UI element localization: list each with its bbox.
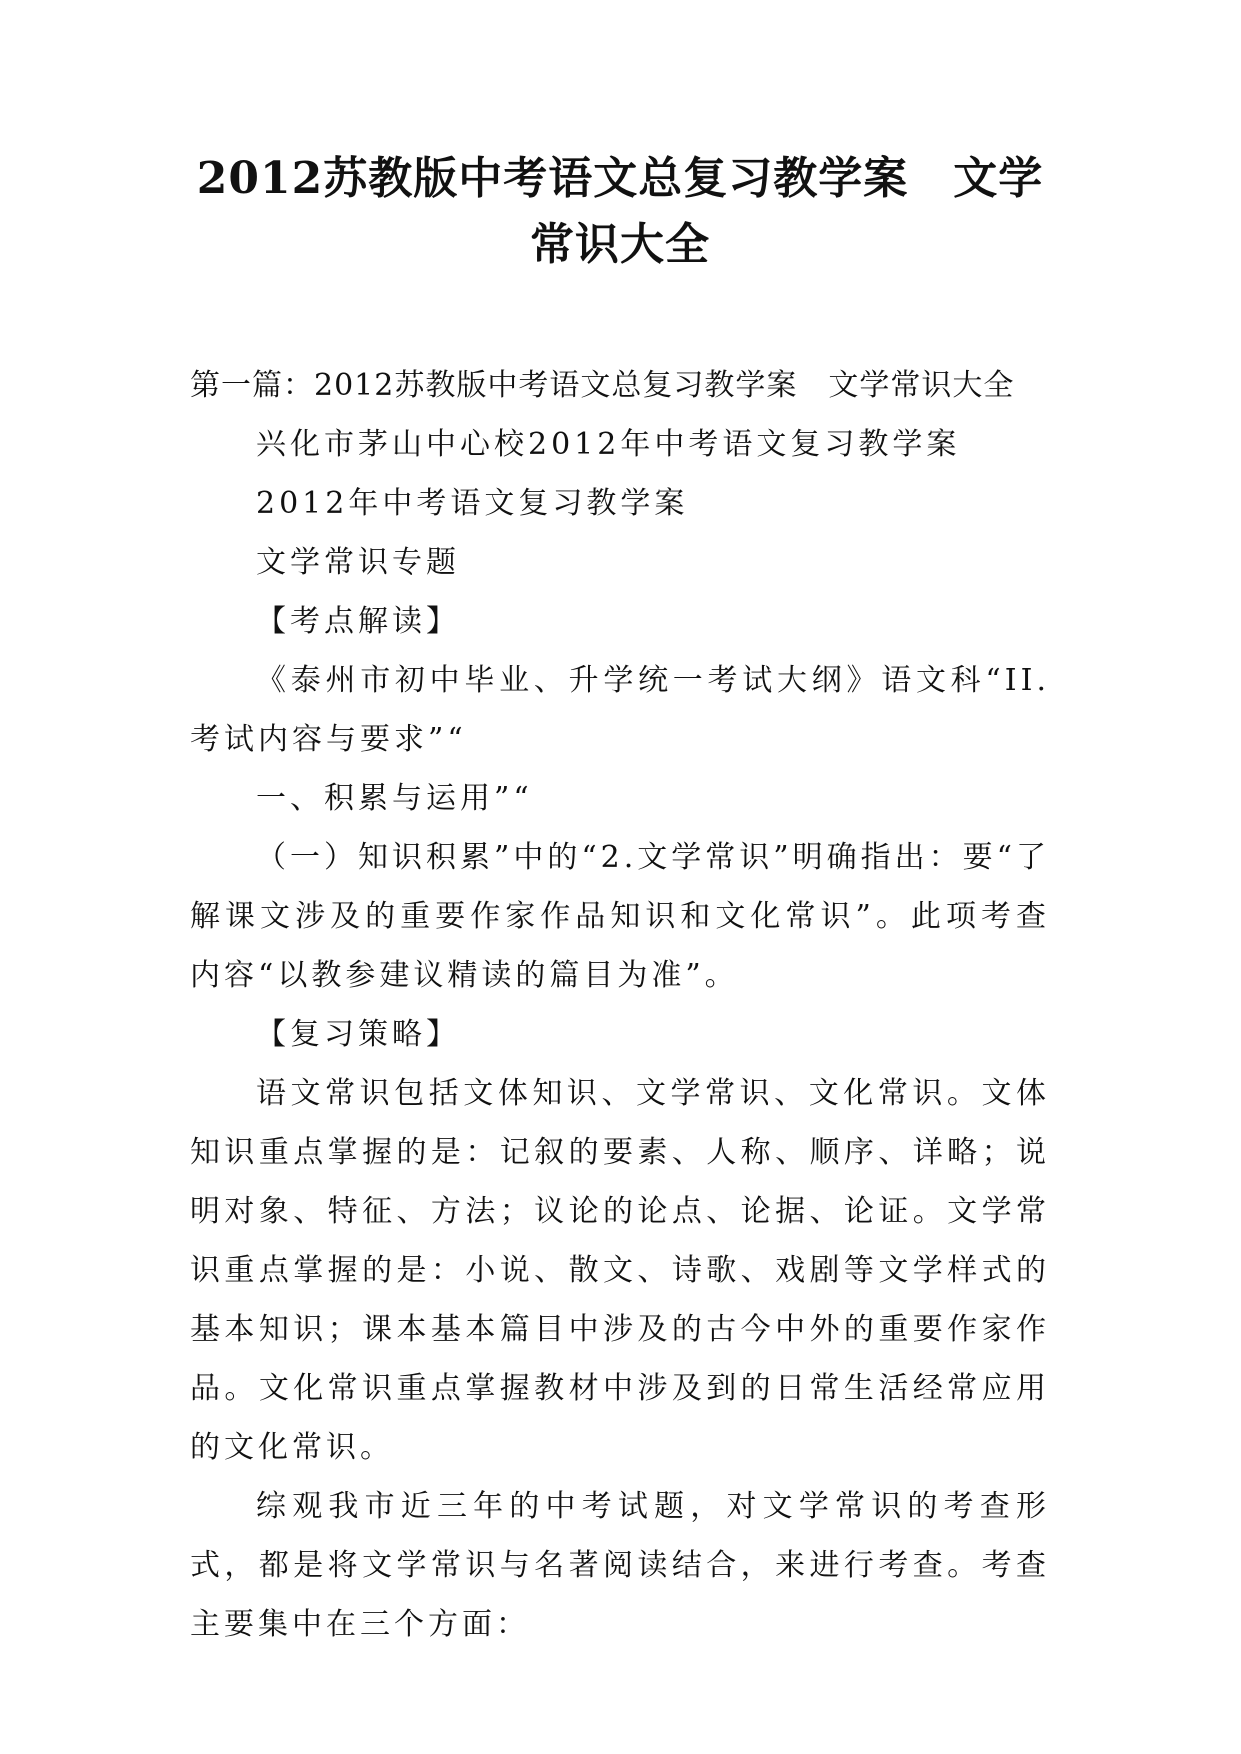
title-line-1: 2012苏教版中考语文总复习教学案 文学 xyxy=(196,153,1044,204)
paragraph-knowledge: （一）知识积累”中的“2.文学常识”明确指出：要“了解课文涉及的重要作家作品知识和文化常识”。此项考查内容“以教参建议精读的篇目为准”。 xyxy=(190,840,1050,993)
chapter-heading: 第一篇：2012苏教版中考语文总复习教学案 文学常识大全 xyxy=(190,368,1015,403)
topic-line: 文学常识专题 xyxy=(256,545,460,580)
paragraph-syllabus: 《泰州市初中毕业、升学统一考试大纲》语文科“II.考试内容与要求”“ xyxy=(190,663,1050,757)
paragraph-exam-overview: 综观我市近三年的中考试题，对文学常识的考查形式，都是将文学常识与名著阅读结合，来进行考查。考查主要集中在三个方面： xyxy=(190,1489,1050,1642)
document-title xyxy=(150,146,1090,278)
section-heading-exam-points: 【考点解读】 xyxy=(256,604,460,639)
paragraph-language-knowledge: 语文常识包括文体知识、文学常识、文化常识。文体知识重点掌握的是：记叙的要素、人称、顺序、详略；说明对象、特征、方法；议论的论点、论据、论证。文学常识重点掌握的是：小说、散文、诗歌、戏剧等文学样式的基本知识；课本基本篇目中涉及的古今中外的重要作家作品。文化常识重点掌握教材中涉及到的日常生活经常应用的文化常识。 xyxy=(190,1076,1050,1465)
plan-line: 2012年中考语文复习教学案 xyxy=(256,486,689,521)
title-line-2: 常识大全 xyxy=(530,219,710,270)
school-line: 兴化市茅山中心校2012年中考语文复习教学案 xyxy=(256,427,961,462)
paragraph-accumulation: 一、积累与运用”“ xyxy=(256,781,533,816)
document-body xyxy=(190,356,1050,1654)
section-heading-review-strategy: 【复习策略】 xyxy=(256,1017,460,1052)
